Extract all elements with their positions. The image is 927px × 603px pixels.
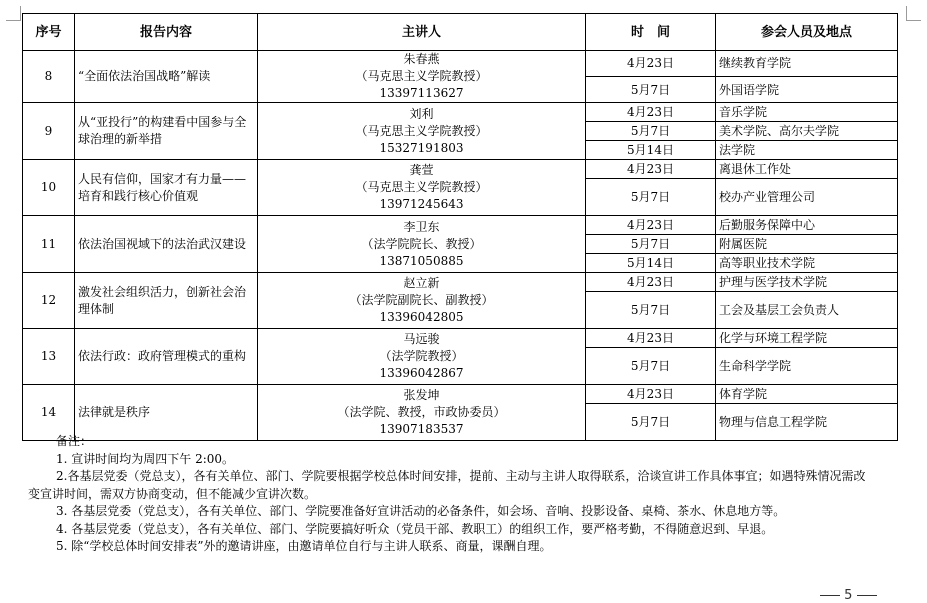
session-date: 4月23日 — [586, 51, 716, 77]
session-place: 后勤服务保障中心 — [716, 216, 898, 235]
session-place: 生命科学学院 — [716, 348, 898, 385]
session-place: 物理与信息工程学院 — [716, 404, 898, 441]
lecture-schedule-table — [22, 13, 898, 441]
speaker-title: （法学院院长、教授） — [361, 236, 482, 251]
row-number: 14 — [23, 385, 75, 441]
speaker-phone: 13971245643 — [379, 197, 464, 211]
table-row — [23, 216, 898, 235]
row-number: 8 — [23, 51, 75, 103]
session-place: 法学院 — [716, 141, 898, 160]
session-date: 4月23日 — [586, 273, 716, 292]
speaker-name: 朱春燕 — [403, 52, 440, 66]
notes-heading: 备注： — [56, 434, 93, 448]
speaker-phone: 13871050885 — [379, 253, 464, 268]
note-item: 4. 各基层党委（党总支），各有关单位、部门、学院要搞好听众（党员干部、教职工）的组织工作，要严格考勤，不得随意迟到、早退。 — [56, 521, 774, 536]
session-date: 5月7日 — [586, 404, 716, 441]
session-place: 美术学院、高尔夫学院 — [716, 122, 898, 141]
header-cell: 时 间 — [586, 14, 716, 51]
report-topic: 人民有信仰，国家才有力量——培育和践行核心价值观 — [75, 160, 258, 216]
row-number: 12 — [23, 273, 75, 329]
speaker-name: 张发坤 — [403, 388, 440, 402]
page-number — [820, 588, 877, 603]
speaker-cell — [258, 51, 586, 103]
session-date: 5月7日 — [586, 77, 716, 103]
table-row — [23, 273, 898, 292]
speaker-cell — [258, 273, 586, 329]
speaker-cell — [258, 160, 586, 216]
session-place: 工会及基层工会负责人 — [716, 292, 898, 329]
speaker-name: 李卫东 — [403, 219, 440, 234]
note-item: 3. 各基层党委（党总支），各有关单位、部门、学院要准备好宣讲活动的必备条件，如会场、音响、投影设备、桌椅、茶水、休息地方等。 — [56, 504, 786, 518]
session-place: 体育学院 — [716, 385, 898, 404]
speaker-title: （法学院教授） — [379, 349, 464, 363]
session-place: 化学与环境工程学院 — [716, 329, 898, 348]
session-date: 4月23日 — [586, 103, 716, 122]
session-place: 附属医院 — [716, 235, 898, 254]
speaker-phone: 15327191803 — [379, 140, 464, 155]
row-number: 13 — [23, 329, 75, 385]
session-place: 护理与医学技术学院 — [716, 273, 898, 292]
report-topic: 激发社会组织活力，创新社会治理体制 — [75, 273, 258, 329]
notes-section — [28, 433, 876, 556]
session-date: 5月7日 — [586, 122, 716, 141]
session-place: 高等职业技术学院 — [716, 254, 898, 273]
table-row — [23, 329, 898, 348]
table-row — [23, 160, 898, 179]
row-number: 9 — [23, 103, 75, 160]
session-place: 音乐学院 — [716, 103, 898, 122]
report-topic: 从“亚投行”的构建看中国参与全球治理的新举措 — [75, 103, 258, 160]
speaker-phone: 13397113627 — [379, 86, 464, 100]
page-number-dash — [857, 595, 877, 596]
speaker-name: 刘利 — [409, 106, 434, 121]
speaker-cell — [258, 216, 586, 273]
session-date: 5月14日 — [586, 141, 716, 160]
session-place: 继续教育学院 — [716, 51, 898, 77]
report-topic: 法律就是秩序 — [75, 385, 258, 441]
table-row — [23, 51, 898, 77]
speaker-title: （马克思主义学院教授） — [355, 123, 488, 138]
session-date: 5月7日 — [586, 348, 716, 385]
page-number-value: 5 — [844, 588, 853, 603]
table-body — [23, 51, 898, 441]
page-number-dash — [820, 595, 840, 596]
header-cell: 主讲人 — [258, 14, 586, 51]
speaker-cell — [258, 103, 586, 160]
crop-mark-top-left — [6, 6, 21, 21]
session-place: 离退休工作处 — [716, 160, 898, 179]
speaker-title: （法学院、教授，市政协委员） — [337, 405, 506, 419]
table-row — [23, 385, 898, 404]
report-topic: 依法行政：政府管理模式的重构 — [75, 329, 258, 385]
session-date: 4月23日 — [586, 329, 716, 348]
session-place: 校办产业管理公司 — [716, 179, 898, 216]
report-topic: 依法治国视域下的法治武汉建设 — [75, 216, 258, 273]
note-item: 2.各基层党委（党总支），各有关单位、部门、学院要根据学校总体时间安排，提前、主动与主讲人取得联系，洽谈宣讲工作具体事宜；如遇特殊情况需改变宣讲时间，需双方协商变动，但不能减少宣讲次数。 — [28, 469, 866, 501]
session-date: 4月23日 — [586, 216, 716, 235]
row-number: 10 — [23, 160, 75, 216]
speaker-title: （马克思主义学院教授） — [355, 69, 488, 83]
session-place: 外国语学院 — [716, 77, 898, 103]
report-topic: “全面依法治国战略”解读 — [75, 51, 258, 103]
speaker-cell — [258, 329, 586, 385]
session-date: 4月23日 — [586, 160, 716, 179]
header-cell: 序号 — [23, 14, 75, 51]
row-number: 11 — [23, 216, 75, 273]
crop-mark-top-right — [906, 6, 921, 21]
speaker-phone: 13396042867 — [379, 366, 464, 380]
session-date: 4月23日 — [586, 385, 716, 404]
speaker-title: （法学院副院长、副教授） — [349, 293, 494, 307]
speaker-title: （马克思主义学院教授） — [355, 180, 488, 194]
speaker-name: 马远骏 — [403, 332, 440, 346]
session-date: 5月7日 — [586, 235, 716, 254]
speaker-name: 赵立新 — [403, 276, 440, 290]
session-date: 5月7日 — [586, 292, 716, 329]
speaker-phone: 13396042805 — [379, 310, 464, 324]
note-item: 1. 宣讲时间均为周四下午 2:00。 — [56, 451, 235, 466]
table-row — [23, 103, 898, 122]
session-date: 5月14日 — [586, 254, 716, 273]
note-item: 5. 除“学校总体时间安排表”外的邀请讲座，由邀请单位自行与主讲人联系、商量，课酬自理。 — [56, 539, 552, 553]
speaker-phone: 13907183537 — [379, 422, 464, 436]
header-cell: 参会人员及地点 — [716, 14, 898, 51]
header-cell: 报告内容 — [75, 14, 258, 51]
session-date: 5月7日 — [586, 179, 716, 216]
speaker-name: 龚萱 — [409, 163, 434, 177]
table-header-row — [23, 14, 898, 51]
